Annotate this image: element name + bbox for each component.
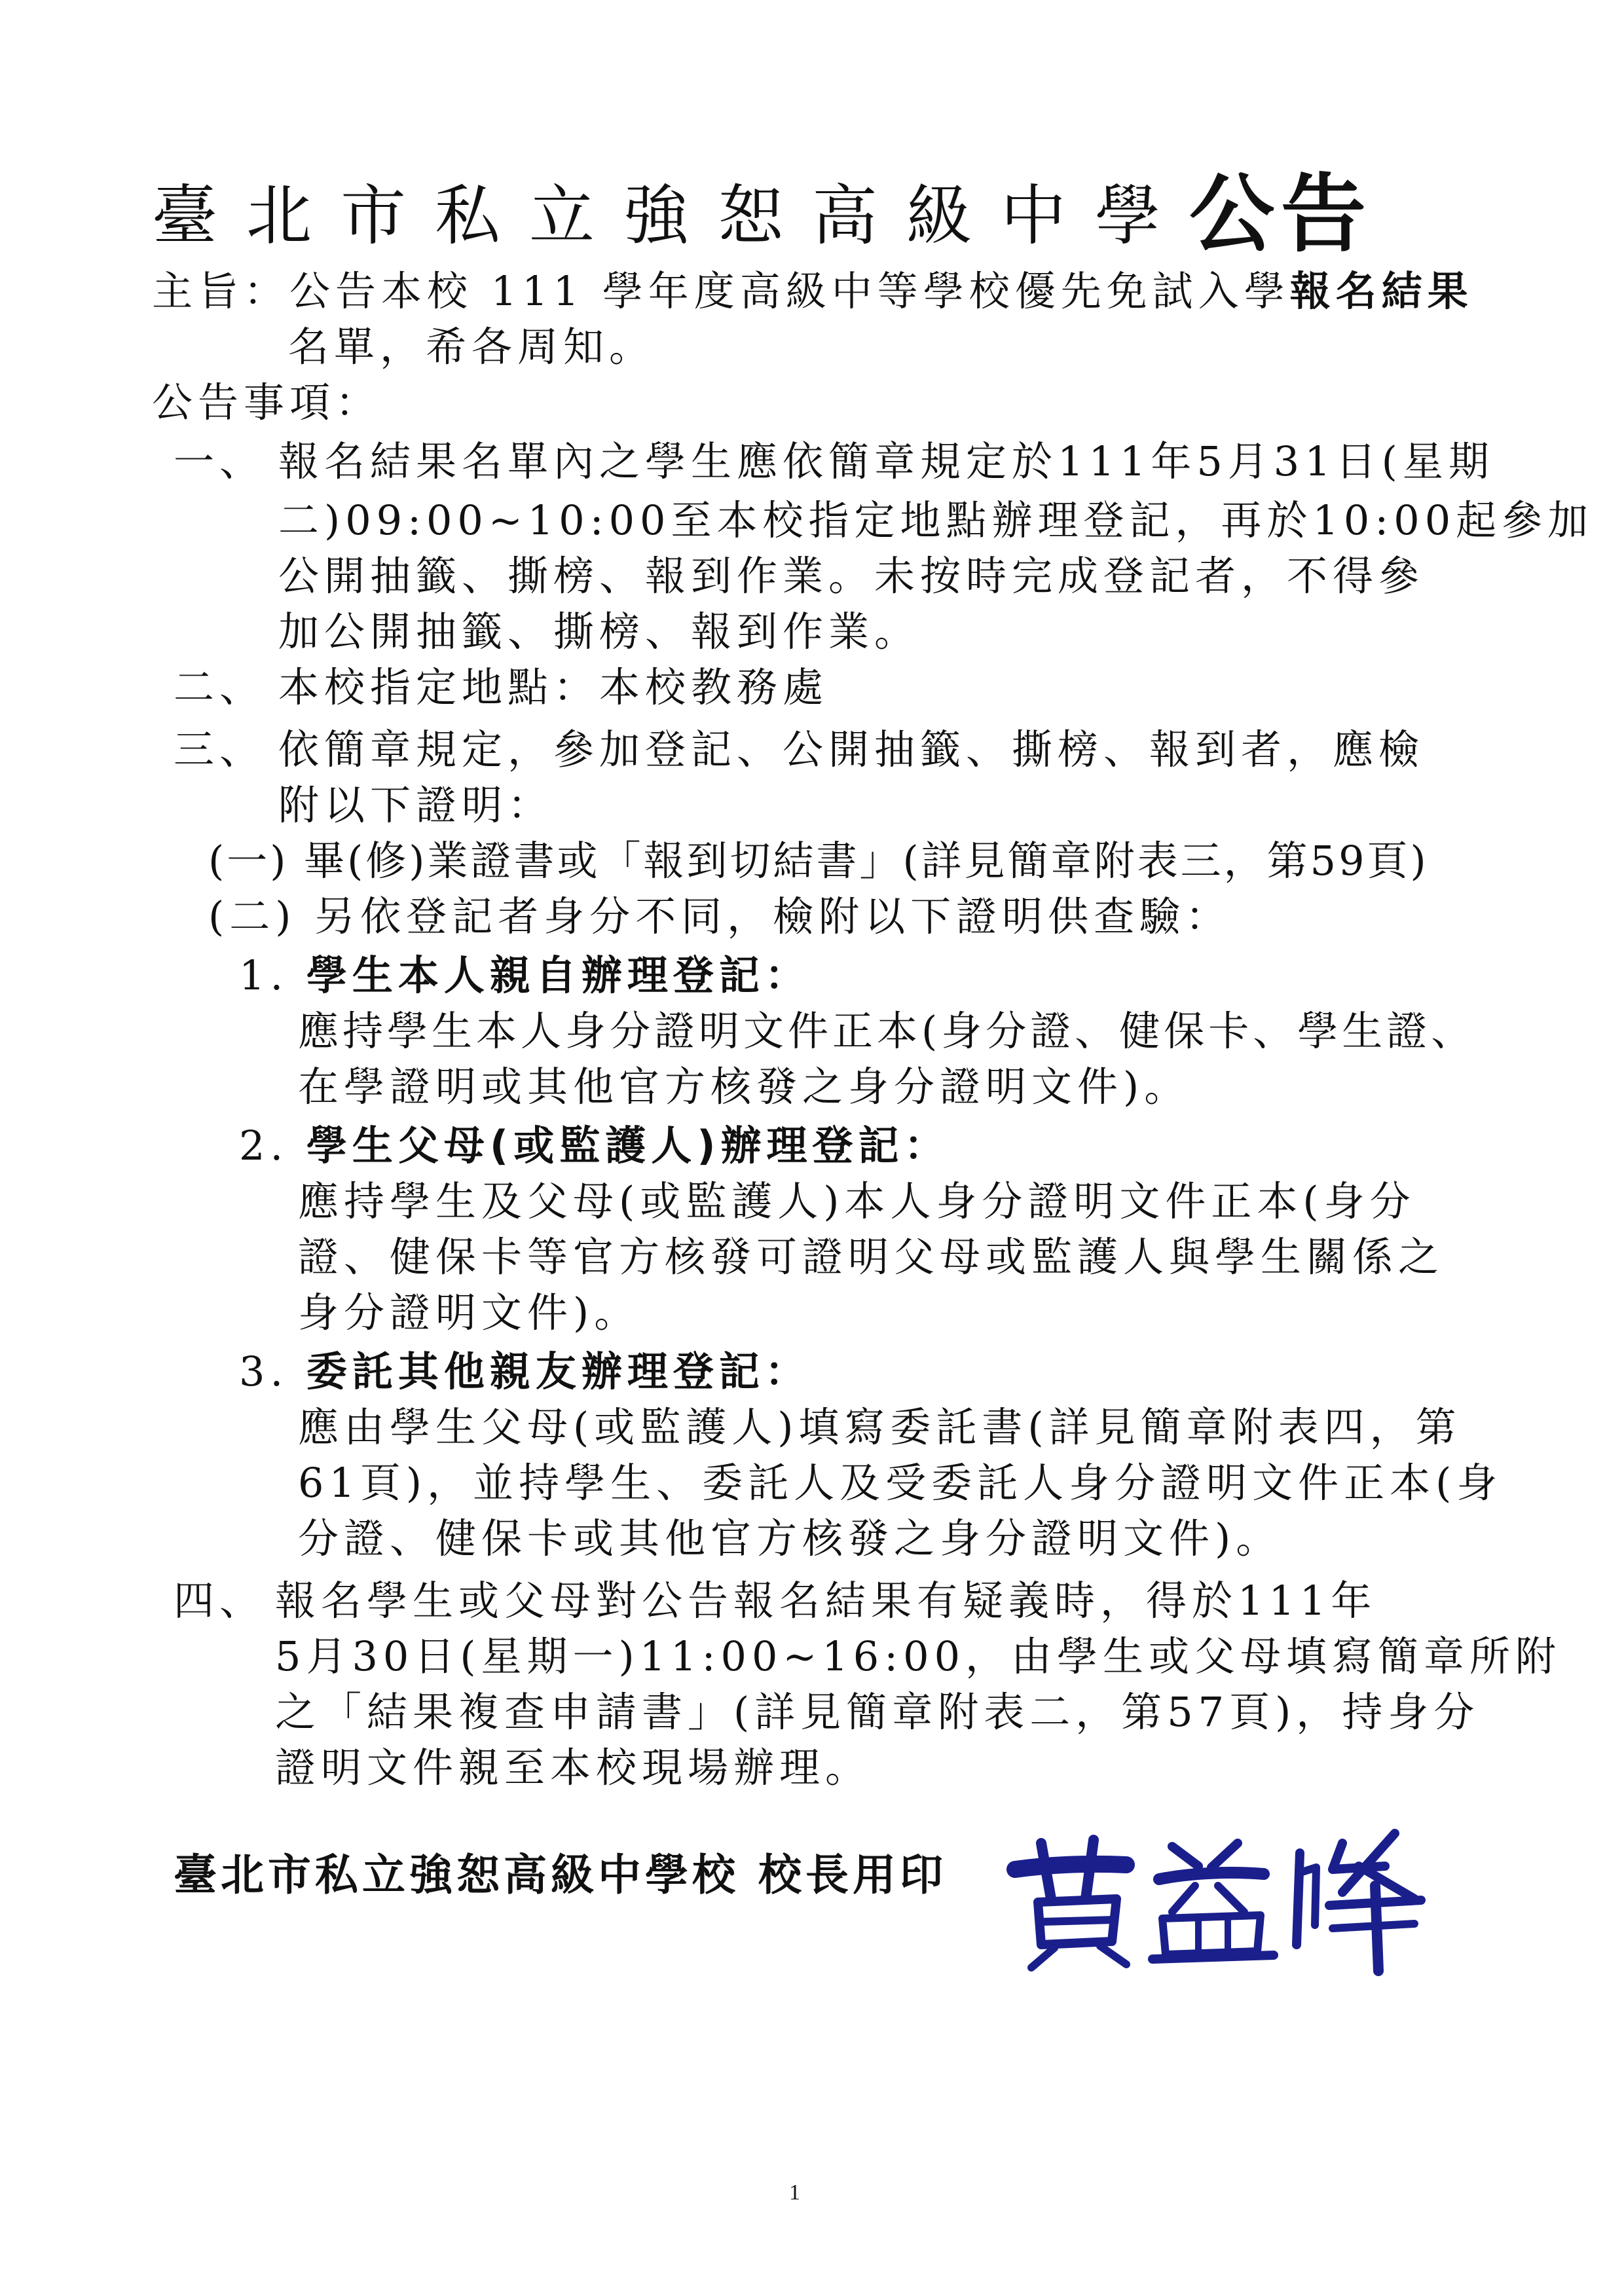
case1-title: 學生本人親自辦理登記： xyxy=(306,951,811,999)
item3-number: 三、 xyxy=(174,725,266,773)
subject-line-2: 名單，希各周知。 xyxy=(288,323,655,371)
case1-number: 1. xyxy=(239,951,289,999)
item2-text: 本校指定地點：本校教務處 xyxy=(278,663,829,711)
item4-line: 證明文件親至本校現場辦理。 xyxy=(275,1744,872,1791)
page-title xyxy=(152,141,1373,263)
item1-line: 公開抽籤、撕榜、報到作業。未按時完成登記者，不得參 xyxy=(278,552,1425,600)
case1-heading xyxy=(239,943,811,1001)
page-number: 1 xyxy=(789,2180,800,2205)
item3-sub1: (一) 畢(修)業證書或「報到切結書」(詳見簡章附表三，第59頁) xyxy=(208,837,1429,885)
case2-title: 學生父母(或監護人)辦理登記： xyxy=(306,1122,950,1169)
item3-line: 依簡章規定，參加登記、公開抽籤、撕榜、報到者，應檢 xyxy=(278,725,1425,773)
subject-bold: 報名結果 xyxy=(1289,267,1473,315)
case1-line: 應持學生本人身分證明文件正本(身分證、健保卡、學生證、 xyxy=(298,1007,1476,1055)
case3-heading xyxy=(239,1339,811,1397)
case2-number: 2. xyxy=(239,1122,289,1169)
case3-number: 3. xyxy=(239,1348,289,1395)
item4-line: 報名學生或父母對公告報名結果有疑義時，得於111年 xyxy=(275,1577,1377,1625)
case1-line: 在學證明或其他官方核發之身分證明文件)。 xyxy=(298,1063,1190,1111)
item3-sub2: (二) 另依登記者身分不同，檢附以下證明供查驗： xyxy=(208,892,1232,940)
case2-line: 證、健保卡等官方核發可證明父母或監護人與學生關係之 xyxy=(298,1233,1445,1281)
title-suffix: 公告 xyxy=(1189,164,1373,264)
subject-label: 主旨： xyxy=(152,267,290,315)
item1-line: 加公開抽籤、撕榜、報到作業。 xyxy=(278,608,921,655)
item4-number: 四、 xyxy=(174,1577,266,1625)
item4-line: 5月30日(星期一)11:00~16:00，由學生或父母填寫簡章所附 xyxy=(275,1632,1562,1680)
case3-line: 應由學生父母(或監護人)填寫委託書(詳見簡章附表四，第 xyxy=(298,1403,1462,1451)
case3-line: 分證、健保卡或其他官方核發之身分證明文件)。 xyxy=(298,1515,1282,1562)
title-main: 臺北市私立強恕高級中學 xyxy=(152,177,1189,254)
subject-line-1 xyxy=(152,259,1473,317)
notice-heading: 公告事項： xyxy=(152,378,382,426)
case3-line: 61頁)，並持學生、委託人及受委託人身分證明文件正本(身 xyxy=(298,1459,1503,1507)
case3-title: 委託其他親友辦理登記： xyxy=(306,1348,811,1395)
case2-line: 應持學生及父母(或監護人)本人身分證明文件正本(身分 xyxy=(298,1177,1416,1225)
item4-line: 之「結果複查申請書」(詳見簡章附表二，第57頁)，持身分 xyxy=(275,1688,1480,1736)
item3-line: 附以下證明： xyxy=(278,781,554,829)
item1-line: 二)09:00~10:00至本校指定地點辦理登記，再於10:00起參加 xyxy=(278,496,1594,544)
item1-number: 一、 xyxy=(174,437,266,485)
subject-text: 公告本校 111 學年度高級中等學校優先免試入學 xyxy=(289,267,1290,315)
principal-seal-text: 臺北市私立強恕高級中學校 校長用印 xyxy=(174,1850,947,1900)
item1-line: 報名結果名單內之學生應依簡章規定於111年5月31日(星期 xyxy=(278,437,1494,485)
item2-number: 二、 xyxy=(174,663,266,711)
principal-signature xyxy=(1002,1807,1434,1977)
case2-heading xyxy=(239,1113,950,1171)
case2-line: 身分證明文件)。 xyxy=(298,1289,640,1336)
